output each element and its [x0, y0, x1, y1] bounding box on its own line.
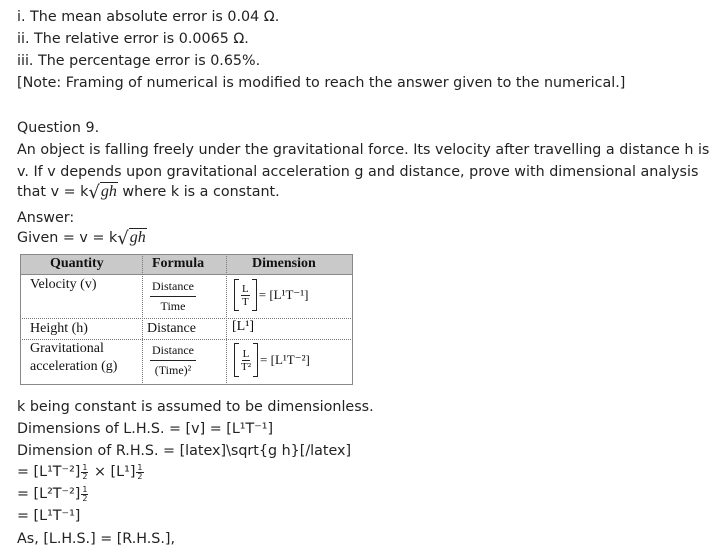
bracket-right	[253, 343, 258, 377]
quantity-velocity: Velocity (v)	[30, 277, 97, 292]
given-sqrt-formula: √gh	[117, 228, 146, 249]
solution-line-4	[17, 463, 145, 481]
header-formula: Formula	[152, 256, 205, 271]
sqrt-argument: gh	[100, 183, 117, 200]
sqrt-gh-formula: √gh	[88, 182, 117, 203]
dim-result: = [L¹T⁻²]	[260, 352, 310, 367]
bracket-left	[234, 279, 239, 311]
formula-denominator: (Time)²	[154, 363, 192, 377]
dim-fraction	[241, 283, 250, 308]
header-quantity: Quantity	[50, 256, 104, 271]
given-sqrt-argument: gh	[129, 229, 146, 246]
formula-denominator: Time	[160, 299, 186, 313]
note-text: [Note: Framing of numerical is modified to reach the answer given to the numerical.]	[17, 75, 626, 91]
quantity-gravity-line-2: acceleration (g)	[30, 359, 118, 374]
dim-denominator: T	[242, 295, 249, 308]
dim-numerator: L	[242, 347, 250, 360]
bracket-left	[234, 343, 239, 377]
dimension-table	[20, 254, 353, 385]
dim-numerator: L	[242, 282, 249, 295]
question-line-3-prefix: that v = k	[17, 184, 89, 200]
dimension-gravity	[234, 343, 310, 377]
answer-label: Answer:	[17, 210, 75, 226]
quantity-gravity-line-1: Gravitational	[30, 341, 104, 356]
solution-line-7: As, [L.H.S.] = [R.H.S.],	[17, 531, 176, 547]
dimension-velocity	[234, 279, 309, 311]
step-gravity-dim: = [L¹T⁻²]	[17, 464, 81, 480]
question-line-3	[17, 183, 280, 202]
result-percentage-error: iii. The percentage error is 0.65%.	[17, 53, 261, 69]
formula-height: Distance	[147, 321, 196, 336]
solution-line-3: Dimension of R.H.S. = [latex]\sqrt{g h}[/latex]	[17, 443, 352, 459]
step-height-dim: × [L¹]	[89, 464, 136, 480]
solution-line-5	[17, 485, 89, 503]
solution-line-2: Dimensions of L.H.S. = [v] = [L¹T⁻¹]	[17, 421, 274, 437]
given-prefix: Given = v = k	[17, 230, 118, 246]
dim-result: = [L¹T⁻¹]	[258, 287, 309, 302]
half-exponent: $\frac{1}{2}$	[82, 484, 88, 503]
solution-line-1: k being constant is assumed to be dimensionless.	[17, 399, 374, 415]
dim-denominator: T²	[241, 360, 252, 373]
dimension-height: [L¹]	[232, 319, 255, 334]
formula-velocity	[150, 279, 196, 314]
half-exponent: $\frac{1}{2}$	[137, 462, 143, 481]
question-line-3-suffix: where k is a constant.	[117, 184, 280, 200]
formula-numerator: Distance	[150, 279, 196, 297]
bracket-right	[252, 279, 257, 311]
dim-fraction	[241, 348, 251, 373]
formula-numerator: Distance	[150, 343, 196, 361]
given-line	[17, 229, 147, 248]
step-combined-dim: = [L²T⁻²]	[17, 486, 81, 502]
formula-gravity	[150, 343, 196, 378]
question-line-2: v. If v depends upon gravitational acceleration g and distance, prove with dimensional analysis	[17, 164, 699, 180]
solution-line-6: = [L¹T⁻¹]	[17, 508, 81, 524]
result-mean-absolute-error: i. The mean absolute error is 0.04 Ω.	[17, 9, 280, 25]
question-title: Question 9.	[17, 120, 100, 136]
quantity-height: Height (h)	[30, 321, 88, 336]
question-line-1: An object is falling freely under the gravitational force. Its velocity after travelling a distance h is	[17, 142, 710, 158]
half-exponent: $\frac{1}{2}$	[82, 462, 88, 481]
result-relative-error: ii. The relative error is 0.0065 Ω.	[17, 31, 249, 47]
header-dimension: Dimension	[252, 256, 316, 271]
